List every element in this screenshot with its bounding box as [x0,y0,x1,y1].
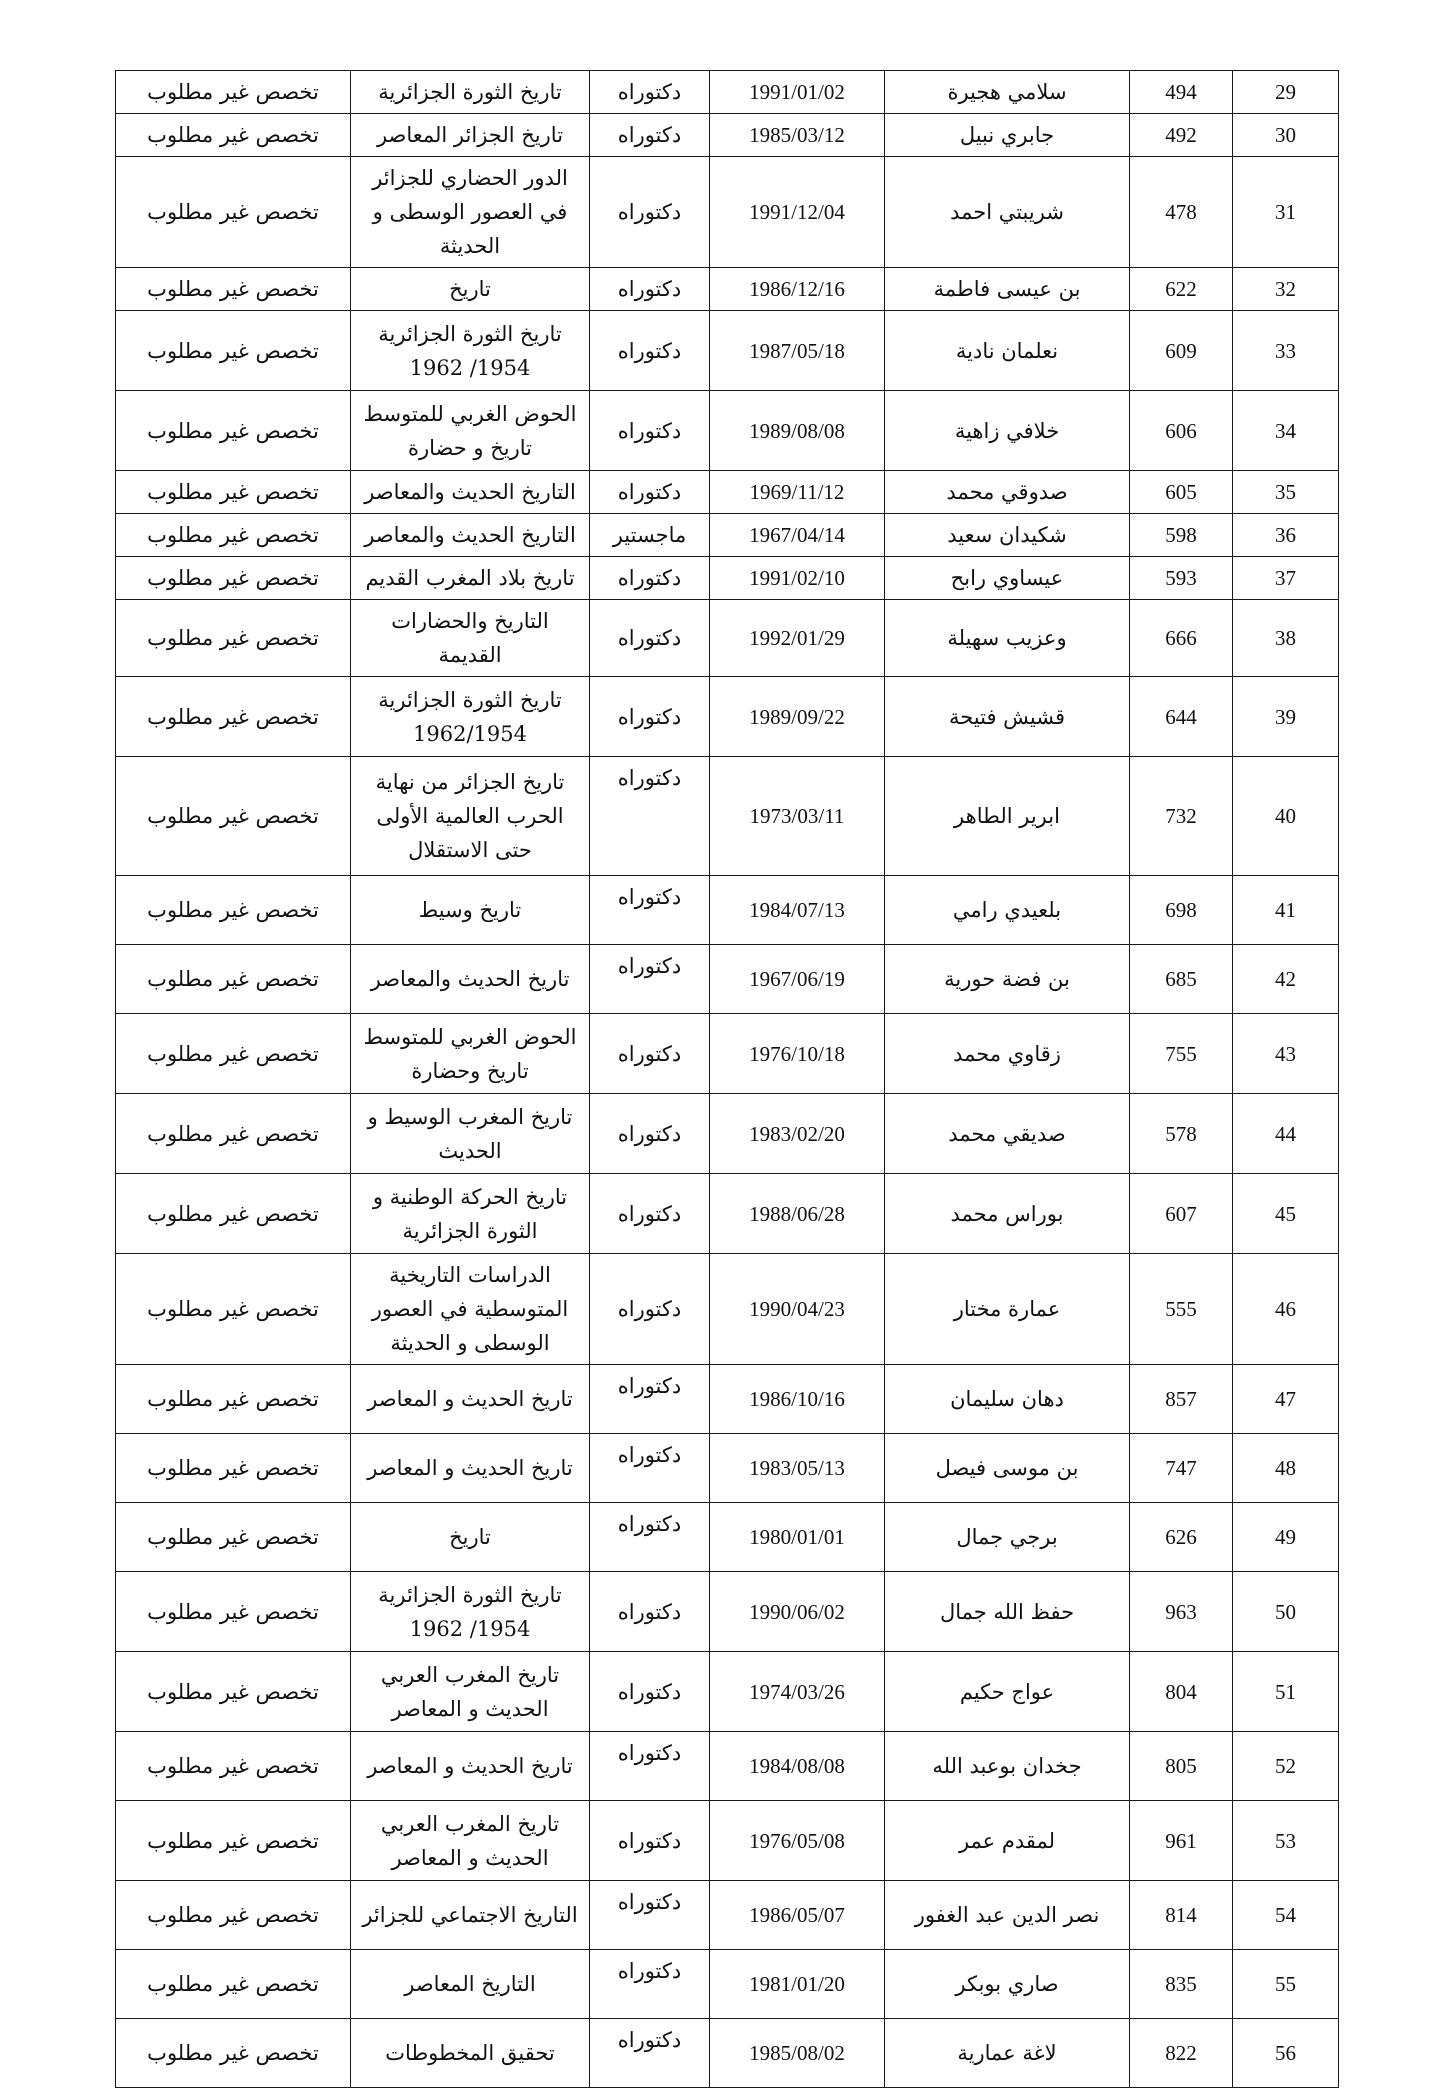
table-row [116,268,1339,311]
birth-date: 1974/03/26 [710,1652,885,1732]
table-row [116,157,1339,268]
row-number: 44 [1233,1094,1339,1174]
candidate-id: 805 [1130,1732,1233,1801]
table-row [116,71,1339,114]
table-row [116,757,1339,876]
specialty: تاريخ الحديث و المعاصر [351,1732,590,1801]
candidate-name: نصر الدين عبد الغفور [885,1881,1130,1950]
birth-date: 1973/03/11 [710,757,885,876]
row-number: 50 [1233,1572,1339,1652]
specialty: تاريخ الجزائر من نهاية الحرب العالمية الأولى حتى الاستقلال [351,757,590,876]
status-note: تخصص غير مطلوب [116,600,351,677]
candidate-id: 492 [1130,114,1233,157]
status-note: تخصص غير مطلوب [116,1801,351,1881]
status-note: تخصص غير مطلوب [116,876,351,945]
candidate-name: سلامي هجيرة [885,71,1130,114]
candidate-name: برجي جمال [885,1503,1130,1572]
birth-date: 1967/04/14 [710,514,885,557]
row-number: 38 [1233,600,1339,677]
candidate-name: زقاوي محمد [885,1014,1130,1094]
table-row [116,1094,1339,1174]
birth-date: 1985/08/02 [710,2019,885,2088]
degree: دكتوراه [590,2019,710,2088]
specialty: تاريخ [351,1503,590,1572]
status-note: تخصص غير مطلوب [116,1881,351,1950]
degree: دكتوراه [590,1503,710,1572]
table-row [116,1572,1339,1652]
candidate-name: بن موسى فيصل [885,1434,1130,1503]
candidate-name: صدوقي محمد [885,471,1130,514]
degree: دكتوراه [590,600,710,677]
degree: دكتوراه [590,557,710,600]
degree: دكتوراه [590,268,710,311]
birth-date: 1986/05/07 [710,1881,885,1950]
birth-date: 1980/01/01 [710,1503,885,1572]
candidate-name: عيساوي رابح [885,557,1130,600]
status-note: تخصص غير مطلوب [116,1254,351,1365]
status-note: تخصص غير مطلوب [116,514,351,557]
table-row [116,677,1339,757]
status-note: تخصص غير مطلوب [116,1503,351,1572]
table-row [116,514,1339,557]
row-number: 51 [1233,1652,1339,1732]
row-number: 36 [1233,514,1339,557]
specialty: الدور الحضاري للجزائر في العصور الوسطى و الحديثة [351,157,590,268]
candidate-name: شكيدان سعيد [885,514,1130,557]
birth-date: 1990/04/23 [710,1254,885,1365]
candidate-name: بن عيسى فاطمة [885,268,1130,311]
degree: دكتوراه [590,114,710,157]
candidate-name: ابرير الطاهر [885,757,1130,876]
candidate-name: بن فضة حورية [885,945,1130,1014]
row-number: 42 [1233,945,1339,1014]
candidate-id: 494 [1130,71,1233,114]
candidate-id: 732 [1130,757,1233,876]
degree: دكتوراه [590,1732,710,1801]
birth-date: 1987/05/18 [710,311,885,391]
birth-date: 1967/06/19 [710,945,885,1014]
candidate-name: شريبتي احمد [885,157,1130,268]
birth-date: 1983/05/13 [710,1434,885,1503]
degree: دكتوراه [590,1572,710,1652]
row-number: 29 [1233,71,1339,114]
candidate-name: بوراس محمد [885,1174,1130,1254]
table-row [116,1881,1339,1950]
birth-date: 1976/10/18 [710,1014,885,1094]
row-number: 54 [1233,1881,1339,1950]
table-row [116,600,1339,677]
specialty: تاريخ الثورة الجزائرية [351,71,590,114]
specialty: التاريخ الحديث والمعاصر [351,514,590,557]
specialty: التاريخ الحديث والمعاصر [351,471,590,514]
birth-date: 1986/12/16 [710,268,885,311]
status-note: تخصص غير مطلوب [116,391,351,471]
degree: دكتوراه [590,945,710,1014]
table-row [116,1014,1339,1094]
candidate-id: 755 [1130,1014,1233,1094]
degree: دكتوراه [590,1881,710,1950]
specialty: تاريخ الحديث و المعاصر [351,1434,590,1503]
candidate-id: 822 [1130,2019,1233,2088]
birth-date: 1969/11/12 [710,471,885,514]
table-row [116,1652,1339,1732]
degree: دكتوراه [590,157,710,268]
candidate-name: عمارة مختار [885,1254,1130,1365]
birth-date: 1992/01/29 [710,600,885,677]
degree: دكتوراه [590,71,710,114]
status-note: تخصص غير مطلوب [116,677,351,757]
status-note: تخصص غير مطلوب [116,71,351,114]
candidate-id: 478 [1130,157,1233,268]
candidates-table [115,70,1339,2088]
candidates-table-body [116,71,1339,2088]
candidate-id: 698 [1130,876,1233,945]
candidate-id: 644 [1130,677,1233,757]
birth-date: 1976/05/08 [710,1801,885,1881]
candidate-name: لاغة عمارية [885,2019,1130,2088]
candidate-id: 607 [1130,1174,1233,1254]
candidate-id: 598 [1130,514,1233,557]
birth-date: 1984/08/08 [710,1732,885,1801]
degree: دكتوراه [590,1950,710,2019]
specialty: التاريخ الاجتماعي للجزائر [351,1881,590,1950]
specialty: تاريخ الحديث و المعاصر [351,1365,590,1434]
table-row [116,1254,1339,1365]
row-number: 31 [1233,157,1339,268]
candidate-name: بلعيدي رامي [885,876,1130,945]
status-note: تخصص غير مطلوب [116,471,351,514]
specialty: الحوض الغربي للمتوسط تاريخ وحضارة [351,1014,590,1094]
row-number: 56 [1233,2019,1339,2088]
table-row [116,2019,1339,2088]
specialty: الدراسات التاريخية المتوسطية في العصور الوسطى و الحديثة [351,1254,590,1365]
degree: دكتوراه [590,471,710,514]
row-number: 43 [1233,1014,1339,1094]
birth-date: 1991/12/04 [710,157,885,268]
specialty: تاريخ الحديث والمعاصر [351,945,590,1014]
candidate-id: 666 [1130,600,1233,677]
status-note: تخصص غير مطلوب [116,557,351,600]
birth-date: 1989/08/08 [710,391,885,471]
birth-date: 1988/06/28 [710,1174,885,1254]
degree: دكتوراه [590,1254,710,1365]
candidate-id: 555 [1130,1254,1233,1365]
table-row [116,1174,1339,1254]
status-note: تخصص غير مطلوب [116,1434,351,1503]
specialty: تاريخ بلاد المغرب القديم [351,557,590,600]
row-number: 40 [1233,757,1339,876]
birth-date: 1990/06/02 [710,1572,885,1652]
specialty: تحقيق المخطوطات [351,2019,590,2088]
birth-date: 1984/07/13 [710,876,885,945]
specialty: التاريخ والحضارات القديمة [351,600,590,677]
specialty: التاريخ المعاصر [351,1950,590,2019]
candidate-name: لمقدم عمر [885,1801,1130,1881]
table-row [116,1732,1339,1801]
table-row [116,311,1339,391]
degree: دكتوراه [590,1094,710,1174]
specialty: تاريخ الحركة الوطنية و الثورة الجزائرية [351,1174,590,1254]
row-number: 46 [1233,1254,1339,1365]
birth-date: 1981/01/20 [710,1950,885,2019]
candidate-id: 685 [1130,945,1233,1014]
candidate-name: نعلمان نادية [885,311,1130,391]
table-row [116,945,1339,1014]
candidate-name: قشيش فتيحة [885,677,1130,757]
degree: ماجستير [590,514,710,557]
degree: دكتوراه [590,391,710,471]
status-note: تخصص غير مطلوب [116,268,351,311]
row-number: 34 [1233,391,1339,471]
candidate-id: 747 [1130,1434,1233,1503]
status-note: تخصص غير مطلوب [116,2019,351,2088]
row-number: 49 [1233,1503,1339,1572]
specialty: تاريخ الثورة الجزائرية 1962/1954 [351,677,590,757]
birth-date: 1985/03/12 [710,114,885,157]
degree: دكتوراه [590,1652,710,1732]
row-number: 41 [1233,876,1339,945]
candidate-name: جخدان بوعبد الله [885,1732,1130,1801]
candidate-name: عواج حكيم [885,1652,1130,1732]
row-number: 47 [1233,1365,1339,1434]
status-note: تخصص غير مطلوب [116,157,351,268]
row-number: 45 [1233,1174,1339,1254]
row-number: 30 [1233,114,1339,157]
specialty: تاريخ المغرب الوسيط و الحديث [351,1094,590,1174]
status-note: تخصص غير مطلوب [116,1572,351,1652]
table-row [116,1434,1339,1503]
status-note: تخصص غير مطلوب [116,1652,351,1732]
table-row [116,114,1339,157]
row-number: 35 [1233,471,1339,514]
table-row [116,876,1339,945]
candidate-name: دهان سليمان [885,1365,1130,1434]
row-number: 37 [1233,557,1339,600]
row-number: 48 [1233,1434,1339,1503]
table-row [116,1503,1339,1572]
birth-date: 1986/10/16 [710,1365,885,1434]
table-row [116,1950,1339,2019]
table-row [116,471,1339,514]
row-number: 33 [1233,311,1339,391]
specialty: تاريخ الثورة الجزائرية 1954/ 1962 [351,1572,590,1652]
degree: دكتوراه [590,1365,710,1434]
degree: دكتوراه [590,757,710,876]
birth-date: 1991/01/02 [710,71,885,114]
status-note: تخصص غير مطلوب [116,1094,351,1174]
specialty: تاريخ الثورة الجزائرية 1954/ 1962 [351,311,590,391]
specialty: تاريخ وسيط [351,876,590,945]
candidate-id: 626 [1130,1503,1233,1572]
birth-date: 1991/02/10 [710,557,885,600]
degree: دكتوراه [590,1801,710,1881]
degree: دكتوراه [590,1014,710,1094]
candidate-id: 622 [1130,268,1233,311]
candidate-id: 963 [1130,1572,1233,1652]
candidate-id: 857 [1130,1365,1233,1434]
candidate-id: 593 [1130,557,1233,600]
row-number: 55 [1233,1950,1339,2019]
candidate-name: خلافي زاهية [885,391,1130,471]
candidate-id: 609 [1130,311,1233,391]
status-note: تخصص غير مطلوب [116,1014,351,1094]
status-note: تخصص غير مطلوب [116,945,351,1014]
specialty: تاريخ المغرب العربي الحديث و المعاصر [351,1652,590,1732]
status-note: تخصص غير مطلوب [116,1950,351,2019]
birth-date: 1983/02/20 [710,1094,885,1174]
candidate-name: صديقي محمد [885,1094,1130,1174]
degree: دكتوراه [590,311,710,391]
candidate-id: 961 [1130,1801,1233,1881]
table-row [116,1365,1339,1434]
candidate-id: 605 [1130,471,1233,514]
status-note: تخصص غير مطلوب [116,757,351,876]
candidate-id: 814 [1130,1881,1233,1950]
candidate-name: صاري بوبكر [885,1950,1130,2019]
birth-date: 1989/09/22 [710,677,885,757]
row-number: 32 [1233,268,1339,311]
degree: دكتوراه [590,1434,710,1503]
row-number: 52 [1233,1732,1339,1801]
status-note: تخصص غير مطلوب [116,114,351,157]
degree: دكتوراه [590,876,710,945]
status-note: تخصص غير مطلوب [116,1365,351,1434]
degree: دكتوراه [590,677,710,757]
table-row [116,391,1339,471]
candidate-id: 835 [1130,1950,1233,2019]
row-number: 39 [1233,677,1339,757]
table-row [116,1801,1339,1881]
status-note: تخصص غير مطلوب [116,1174,351,1254]
candidate-id: 606 [1130,391,1233,471]
specialty: الحوض الغربي للمتوسط تاريخ و حضارة [351,391,590,471]
candidate-name: جابري نبيل [885,114,1130,157]
candidate-id: 804 [1130,1652,1233,1732]
candidate-name: حفظ الله جمال [885,1572,1130,1652]
status-note: تخصص غير مطلوب [116,1732,351,1801]
specialty: تاريخ المغرب العربي الحديث و المعاصر [351,1801,590,1881]
specialty: تاريخ الجزائر المعاصر [351,114,590,157]
table-row [116,557,1339,600]
candidate-name: وعزيب سهيلة [885,600,1130,677]
candidate-id: 578 [1130,1094,1233,1174]
degree: دكتوراه [590,1174,710,1254]
status-note: تخصص غير مطلوب [116,311,351,391]
specialty: تاريخ [351,268,590,311]
row-number: 53 [1233,1801,1339,1881]
